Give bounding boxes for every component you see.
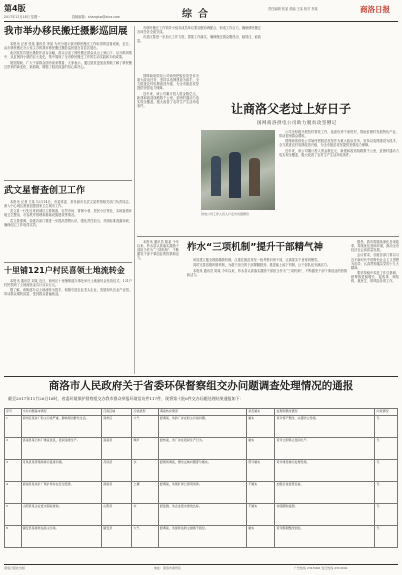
footer-mid: 地址：商洛市商州区 bbox=[154, 566, 182, 570]
feature-title: 让商洛父老过上好日子 bbox=[231, 102, 352, 116]
footer-left: 商洛日报社出版 bbox=[4, 566, 26, 570]
article-body: 本报讯 记者 张某 通讯员 李某 为充分展示我市移民搬迁工作取得的显著成就，近日，由市移民搬迁办公室主办的我市移民搬迁摄影巡回展在各县区展出。 此次展览共展出摄影作品百余幅，真实记录了移民搬迁群众从山上到山下、从分散到集中、从贫困到小康的巨大变化，集中展现了全市移民搬迁工作的生动实践和丰硕成果。 展览期间，广大干部群众纷纷前来观看，大家表示，通过展览更加直观地了解了移民搬迁带来的新变化、新面貌，增强了脱贫致富的信心和决心。 bbox=[4, 42, 132, 69]
article-center-top: 市移民搬迁工作领导小组各成员单位要加强协调配合，形成工作合力，确保移民搬迁各项任务全面完成。 各县区要进一步加大工作力度，狠抓工作落实，确保搬迁群众搬得出、稳得住、能致富。 bbox=[137, 26, 261, 44]
article-body: 本报讯 记者 王某 12月14日，市委常委、常务副市长武文星带领相关部门负责同志，深入中心城区督查创建国家卫生城市工作。 武文星一行先后来到城区主要街道、农贸市场、背街小巷、居民小区等处，实地查看环境卫生整治、市容秩序管理和基础设施建设等情况。 武文星强调，各级各部门要进一步提高思想认识，强化责任担当，对照标准查漏补缺，确保创卫工作取得实效。 bbox=[4, 200, 132, 227]
table-row: 5 山阳县某企业废水超标排放。 山阳县 水 经监测，该企业废水排放达标。 不属实 持续跟踪监测。 无 bbox=[5, 503, 398, 525]
divider bbox=[137, 236, 399, 237]
masthead-rule bbox=[4, 21, 398, 22]
article-center-mid bbox=[137, 240, 399, 374]
article-right-col: 据悉，我市将继续深化各项改革，持续优化营商环境，推动全市经济社会高质量发展。 会议要求，各级各部门要以习近平新时代中国特色社会主义思想为指导，认真贯彻落实党的十九大精神。 要坚持稳中求进工作总基调，统筹推进稳增长、促改革、调结构、惠民生、防风险各项工作。 bbox=[351, 240, 399, 284]
table-header: 是否属实 bbox=[247, 409, 275, 416]
table-header: 问责情况 bbox=[375, 409, 398, 416]
feature-photo bbox=[201, 130, 275, 210]
feature-article bbox=[137, 74, 399, 234]
article-title: 武文星督查创卫工作 bbox=[4, 186, 86, 196]
paper-name: 商洛日报 bbox=[360, 5, 390, 14]
table-header: 交办问题基本情况 bbox=[21, 409, 102, 416]
table-header: 行政区域 bbox=[102, 409, 132, 416]
article-left-3 bbox=[4, 266, 132, 374]
notice-table-wrap bbox=[4, 408, 398, 560]
feature-text-right: 公司还积极开展驻村帮扶工作，选派优秀干部驻村，帮助贫困村发展特色产业，带动贫困群众增收。 国网商洛供电公司始终把脱贫攻坚作为重大政治任务，坚持以电网建设为抓手，全力推进农村电网改造升级，为全市脱贫攻坚提供坚强电力保障。 近年来，该公司累计投入资金数亿元，新建和改造线路数千公里，贫困村通动力电实现全覆盖，极大改善了农村生产生活用电条件。 bbox=[279, 130, 399, 157]
article-title: 柞水“三项机制”提升干部精气神 bbox=[187, 242, 323, 253]
table-row: 3 丹凤县某养殖场粪污直排河道。 丹凤县 水 经现场调查，群众反映问题部分属实。 部分属实 责令建设粪污处理设施。 无 bbox=[5, 459, 398, 481]
person-figure bbox=[249, 158, 260, 196]
article-left-2-continued bbox=[4, 206, 132, 240]
article-body: 该县建立健全鼓励激励机制，注重在脱贫攻坚一线考察识别干部，让真抓实干者得到褒奖。 同时完善容错纠错机制，为敢于担当的干部撑腰鼓劲；推进能上能下机制，让干部队伍充满活力。 本报讯 通讯员 陈某 今年以来，柞水县认真落实激励干部担当作为“三项机制”，不断激发干部干事创业的热情和活力。 bbox=[187, 258, 347, 277]
footer-right: 广告热线 2313000 发行热线 2313001 bbox=[294, 566, 348, 570]
article-body-left: 本报讯 通讯员 陈某 今年以来，柞水县认真落实激励干部担当作为“三项机制”，不断激发干部干事创业的热情和活力。 bbox=[137, 240, 179, 261]
table-header: 污染类型 bbox=[132, 409, 158, 416]
table-header: 调查核实情况 bbox=[158, 409, 246, 416]
article-title: 十里铺121户村民喜领土地流转金 bbox=[4, 266, 125, 275]
email-line: 投稿邮箱：shangluo@sina.com bbox=[72, 15, 120, 19]
section-rule bbox=[4, 376, 398, 377]
table-row: 2 洛南县某石料厂噪音扰民，夜间违规生产。 洛南县 噪声 经核查，该厂存在夜间生产行为。 属实 责令立即停止夜间生产。 无 bbox=[5, 437, 398, 459]
section-name: 综合 bbox=[182, 9, 214, 20]
article-body: 本报讯 通讯员 刘某 近日，商州区十里铺街道办事处举行土地流转金发放仪式，121户村民领到了土地流转金共计百余万元。 据了解，该街道办以土地流转为抓手，积极引进农业龙头企业，发展现代农业产业园，带动群众增收致富，受到群众普遍欢迎。 bbox=[4, 279, 132, 297]
editor-line: 责任编辑 张某 美编 王某 校对 李某 bbox=[268, 7, 318, 11]
notice-table bbox=[4, 408, 398, 548]
feature-text-left: 国网商洛供电公司始终把脱贫攻坚作为重大政治任务，坚持以电网建设为抓手，全力推进农村电网改造升级，为全市脱贫攻坚提供坚强电力保障。 近年来，该公司累计投入资金数亿元，新建和改造线路数千公里，贫困村通动力电实现全覆盖，极大改善了农村生产生活用电条件。 bbox=[137, 74, 199, 108]
notice-title: 商洛市人民政府关于省委环保督察组交办问题调查处理情况的通报 bbox=[48, 380, 354, 392]
photo-caption: 供电公司工作人员入户走访贫困群众 bbox=[201, 212, 250, 216]
page-number: 第4版 bbox=[4, 4, 26, 13]
date-line: 2017年12月18日 星期一 bbox=[4, 15, 41, 19]
column-separator bbox=[134, 26, 135, 374]
article-title: 我市举办移民搬迁摄影巡回展 bbox=[4, 26, 128, 37]
notice-intro: 截至2017年11月26日16时，省委环境保护督察组交办我市群众举报环境信访件117件，现将第十批6件交办问题处理结果通报如下： bbox=[8, 396, 244, 401]
person-figure bbox=[211, 156, 221, 196]
table-row: 4 商南县某选矿厂尾矿库存在安全隐患。 商南县 土壤 经调查，该尾矿库已停用闭库。 不属实 加强日常监管巡查。 无 bbox=[5, 481, 398, 503]
masthead bbox=[0, 0, 402, 24]
article-left-1 bbox=[4, 26, 132, 176]
table-header: 序号 bbox=[5, 409, 22, 416]
footer bbox=[4, 566, 398, 574]
table-row: 1 商州区某砖厂粉尘污染严重，影响周边群众生活。 商州区 大气 经调查，该砖厂存在粉尘污染问题。 属实 责令停产整改，完善防尘设施。 无 bbox=[5, 415, 398, 437]
footer-rule bbox=[4, 564, 398, 565]
person-figure bbox=[229, 152, 241, 198]
feature-subtitle: 国网商洛供电公司助力脱贫攻坚侧记 bbox=[257, 121, 337, 126]
table-header-row bbox=[5, 409, 398, 416]
table-row: 6 镇安县某搅拌站扬尘污染。 镇安县 大气 经调查，该搅拌站防尘措施不到位。 属实 责令限期整改到位。 无 bbox=[5, 525, 398, 547]
table-header: 处理和整改情况 bbox=[275, 409, 375, 416]
divider bbox=[4, 262, 132, 263]
divider bbox=[4, 180, 132, 181]
